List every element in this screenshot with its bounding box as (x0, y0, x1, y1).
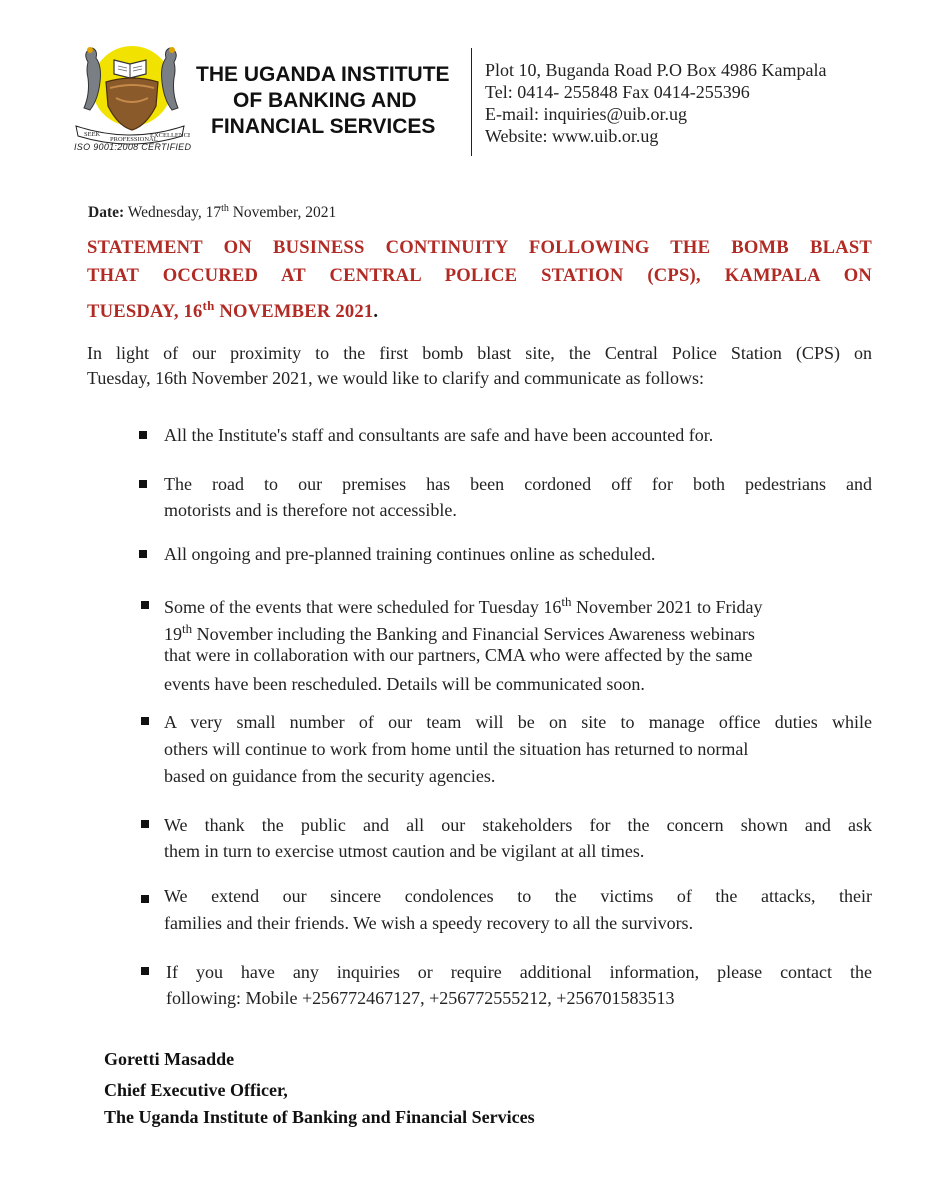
bullet-7-line-1: We extend our sincere condolences to the victims of the attacks, their (164, 886, 872, 906)
institute-logo (70, 40, 190, 152)
date-ordinal: th (221, 203, 229, 214)
bullet-1-line-1: All the Institute's staff and consultants are safe and have been accounted for. (164, 425, 714, 445)
bullet-3-line-1: All ongoing and pre-planned training continues online as scheduled. (164, 544, 656, 564)
bullet-7-line-2: families and their friends. We wish a speedy recovery to all the survivors. (164, 913, 694, 933)
bullet-marker (141, 895, 149, 903)
header-divider (471, 48, 472, 156)
bullet-4-line-3: that were in collaboration with our partners, CMA who were affected by the same (164, 645, 753, 665)
statement-title-line-2: THAT OCCURED AT CENTRAL POLICE STATION (CPS), KAMPALA ON (87, 265, 872, 286)
bullet-4-line-2-ordinal: th (182, 621, 193, 636)
intro-line-2: Tuesday, 16th November 2021, we would like to clarify and communicate as follows: (87, 368, 705, 388)
date-weekday: Wednesday, 17 (127, 204, 222, 222)
bullet-6-line-2: them in turn to exercise utmost caution and be vigilant at all times. (164, 841, 645, 861)
signatory-organization: The Uganda Institute of Banking and Financial Services (104, 1107, 535, 1127)
org-name-line-3: FINANCIAL SERVICES (211, 115, 436, 138)
date-label: Date: (88, 204, 125, 222)
bullet-5-line-3: based on guidance from the security agencies. (164, 766, 496, 786)
bullet-4-line-4: events have been rescheduled. Details will be communicated soon. (164, 674, 645, 694)
org-name-line-2: OF BANKING AND (233, 89, 417, 112)
statement-title-line-1: STATEMENT ON BUSINESS CONTINUITY FOLLOWING THE BOMB BLAST (87, 237, 872, 258)
crest-emblem-icon (70, 40, 190, 152)
bullet-marker (141, 717, 149, 725)
bullet-marker (139, 480, 147, 488)
bullet-marker (141, 820, 149, 828)
contact-phone: Tel: 0414- 255848 Fax 0414-255396 (485, 82, 750, 102)
bullet-8-line-2: following: Mobile +256772467127, +256772555212, +256701583513 (166, 988, 675, 1008)
bullet-4-line-1-post: November 2021 to Friday (576, 597, 763, 617)
statement-title-line-3 (87, 291, 872, 327)
bullet-8-line-1: If you have any inquiries or require additional information, please contact the (166, 962, 872, 982)
bullet-4-line-2-pre: 19 (164, 624, 182, 644)
statement-date (88, 199, 336, 223)
logo-motto-3: EXCELLENCE (150, 132, 190, 139)
bullet-4-line-1-ordinal: th (561, 594, 572, 609)
contact-email[interactable]: E-mail: inquiries@uib.or.ug (485, 104, 688, 124)
bullet-6-line-1: We thank the public and all our stakeholders for the concern shown and ask (164, 815, 872, 835)
title-date-pre: TUESDAY, 16 (87, 301, 203, 323)
bullet-5-line-2: others will continue to work from home until the situation has returned to normal (164, 739, 749, 759)
title-date-ordinal: th (202, 298, 215, 313)
bullet-marker (139, 550, 147, 558)
bullet-5-line-1: A very small number of our team will be on site to manage office duties while (164, 712, 872, 732)
title-period: . (373, 301, 379, 323)
title-date-post: NOVEMBER 2021 (219, 301, 374, 323)
bullet-2-line-1: The road to our premises has been cordoned off for both pedestrians and (164, 474, 872, 494)
bullet-marker (141, 601, 149, 609)
date-rest: November, 2021 (232, 204, 337, 222)
logo-motto-1: SEEK (84, 131, 101, 138)
org-name-line-1: THE UGANDA INSTITUTE (196, 63, 450, 86)
bullet-marker (139, 431, 147, 439)
contact-website[interactable]: Website: www.uib.or.ug (485, 126, 659, 146)
signatory-title: Chief Executive Officer, (104, 1080, 288, 1100)
bullet-4-line-2-post: November including the Banking and Financial Services Awareness webinars (196, 624, 755, 644)
logo-motto-2: PROFESSIONAL (110, 136, 158, 143)
bullet-4-line-1-pre: Some of the events that were scheduled for Tuesday 16 (164, 597, 562, 617)
bullet-2-line-2: motorists and is therefore not accessible. (164, 500, 457, 520)
bullet-marker (141, 967, 149, 975)
intro-line-1: In light of our proximity to the first bomb blast site, the Central Police Station (CPS) on (87, 343, 872, 363)
signatory-name: Goretti Masadde (104, 1049, 235, 1069)
contact-address: Plot 10, Buganda Road P.O Box 4986 Kampala (485, 60, 827, 80)
iso-certification: ISO 9001:2008 CERTIFIED (74, 142, 192, 152)
